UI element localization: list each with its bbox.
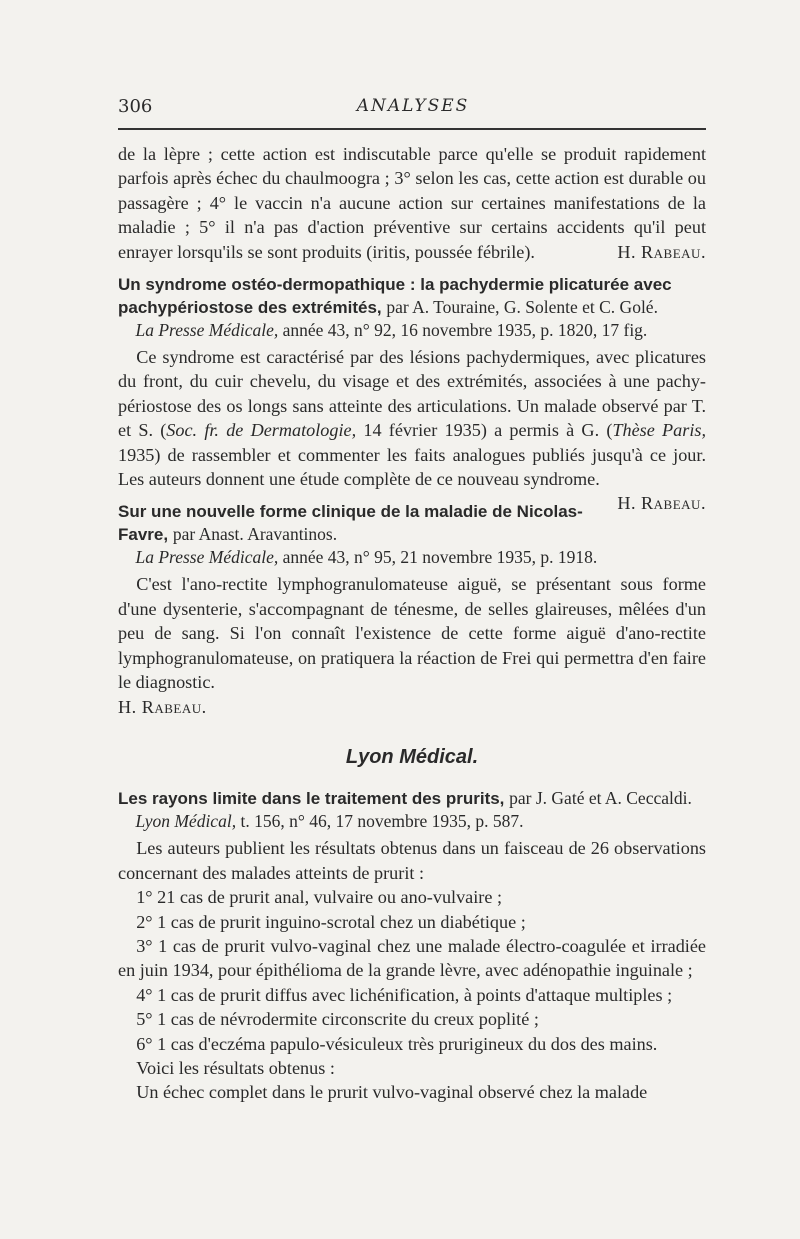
article-intro: Les auteurs publient les résultats obtenus dans un faisceau de 26 observations concernant des malades atteints de prurit : — [118, 838, 706, 883]
page-header — [118, 96, 708, 130]
results-text: Un échec complet dans le prurit vulvo-vaginal observé chez la malade — [136, 1082, 648, 1103]
article-authors: par A. Touraine, G. Solente et C. Golé. — [386, 297, 658, 318]
list-item: 3° 1 cas de prurit vulvo-vaginal chez une malade électro-coagulée et irradiée en juin 1934, pour épithélioma de la grande lèvre, avec adénopathie inguinale ; — [118, 935, 706, 981]
header-rule — [118, 128, 706, 130]
article-citation: La Presse Médicale, année 43, n° 92, 16 novembre 1935, p. 1820, 17 fig. — [135, 320, 648, 341]
article-authors: par J. Gaté et A. Ceccaldi. — [509, 788, 692, 809]
signature: H. Rabeau. — [118, 696, 207, 717]
page-content — [118, 142, 706, 1105]
article-citation: Lyon Médical, t. 156, n° 46, 17 novembre 1935, p. 587. — [135, 811, 524, 832]
article-title: Les rayons limite dans le traitement des prurits, par J. Gaté et A. Ceccaldi. — [118, 788, 692, 809]
signature: H. Rabeau. — [617, 241, 706, 262]
running-title: ANALYSES — [356, 96, 470, 116]
continuation-paragraph: de la lèpre ; cette action est indiscutable parce qu'elle se produit rapidement parfois après échec du chaulmoogra ; 3° selon les cas, cette action est durable ou passagère ; 4° le vaccin n'a aucune action sur certaines manifestations de la maladie ; 5° il n'a pas d'action préventive sur certains accidents qu'il peut enrayer lorsqu'ils se sont produits (iritis, poussée fébrile). H. Rabeau. — [118, 142, 706, 264]
journal-heading: Lyon Médical. — [345, 745, 479, 768]
list-item: 6° 1 cas d'eczéma papulo-vésiculeux très prurigineux du dos des mains. — [136, 1033, 658, 1054]
article-title: Un syndrome ostéo-dermopathique : la pachydermie plicaturée avec pachypériostose des extrémités, par A. Touraine, G. Solente et C. Golé. — [118, 275, 672, 318]
page-number: 306 — [118, 96, 153, 117]
article-body: Ce syndrome est caractérisé par des lésions pachydermiques, avec plicatures du front, du cuir chevelu, du visage et des extrémités, associées à une pachy-périostose des os longs sans atteinte des articulations. Un malade observé par T. et S. (Soc. fr. de Dermatologie, 14 février 1935) a permis à G. (Thèse Paris, 1935) de rassembler et commenter les faits analogues publiés jusqu'à ce jour. Les auteurs donnent une étude complète de ce nouveau syndrome. H. Rabeau. — [118, 345, 706, 491]
results-intro: Voici les résultats obtenus : — [136, 1057, 335, 1078]
list-item: 5° 1 cas de névrodermite circonscrite du creux poplité ; — [136, 1009, 539, 1030]
article-citation: La Presse Médicale, année 43, n° 95, 21 novembre 1935, p. 1918. — [135, 547, 598, 568]
article-body: C'est l'ano-rectite lymphogranulomateuse aiguë, se présentant sous forme d'une dysenterie, s'accompagnant de ténesme, de selles glaireuses, mêlées d'un peu de sang. Si l'on connaît l'existence de cette forme aiguë d'ano-rectite lymphogranulomateuse, on pratiquera la réaction de Frei qui permettra d'en faire le diagnostic. — [118, 574, 706, 693]
list-item: 2° 1 cas de prurit inguino-scrotal chez un diabétique ; — [136, 911, 526, 932]
article-authors: par Anast. Aravantinos. — [172, 524, 338, 545]
list-item: 4° 1 cas de prurit diffus avec lichénification, à points d'attaque multiples ; — [136, 984, 673, 1005]
article-title: Sur une nouvelle forme clinique de la maladie de Nicolas-Favre, par Anast. Aravantinos. — [118, 502, 583, 545]
signature: H. Rabeau. — [617, 493, 706, 514]
list-item: 1° 21 cas de prurit anal, vulvaire ou ano-vulvaire ; — [136, 887, 503, 908]
